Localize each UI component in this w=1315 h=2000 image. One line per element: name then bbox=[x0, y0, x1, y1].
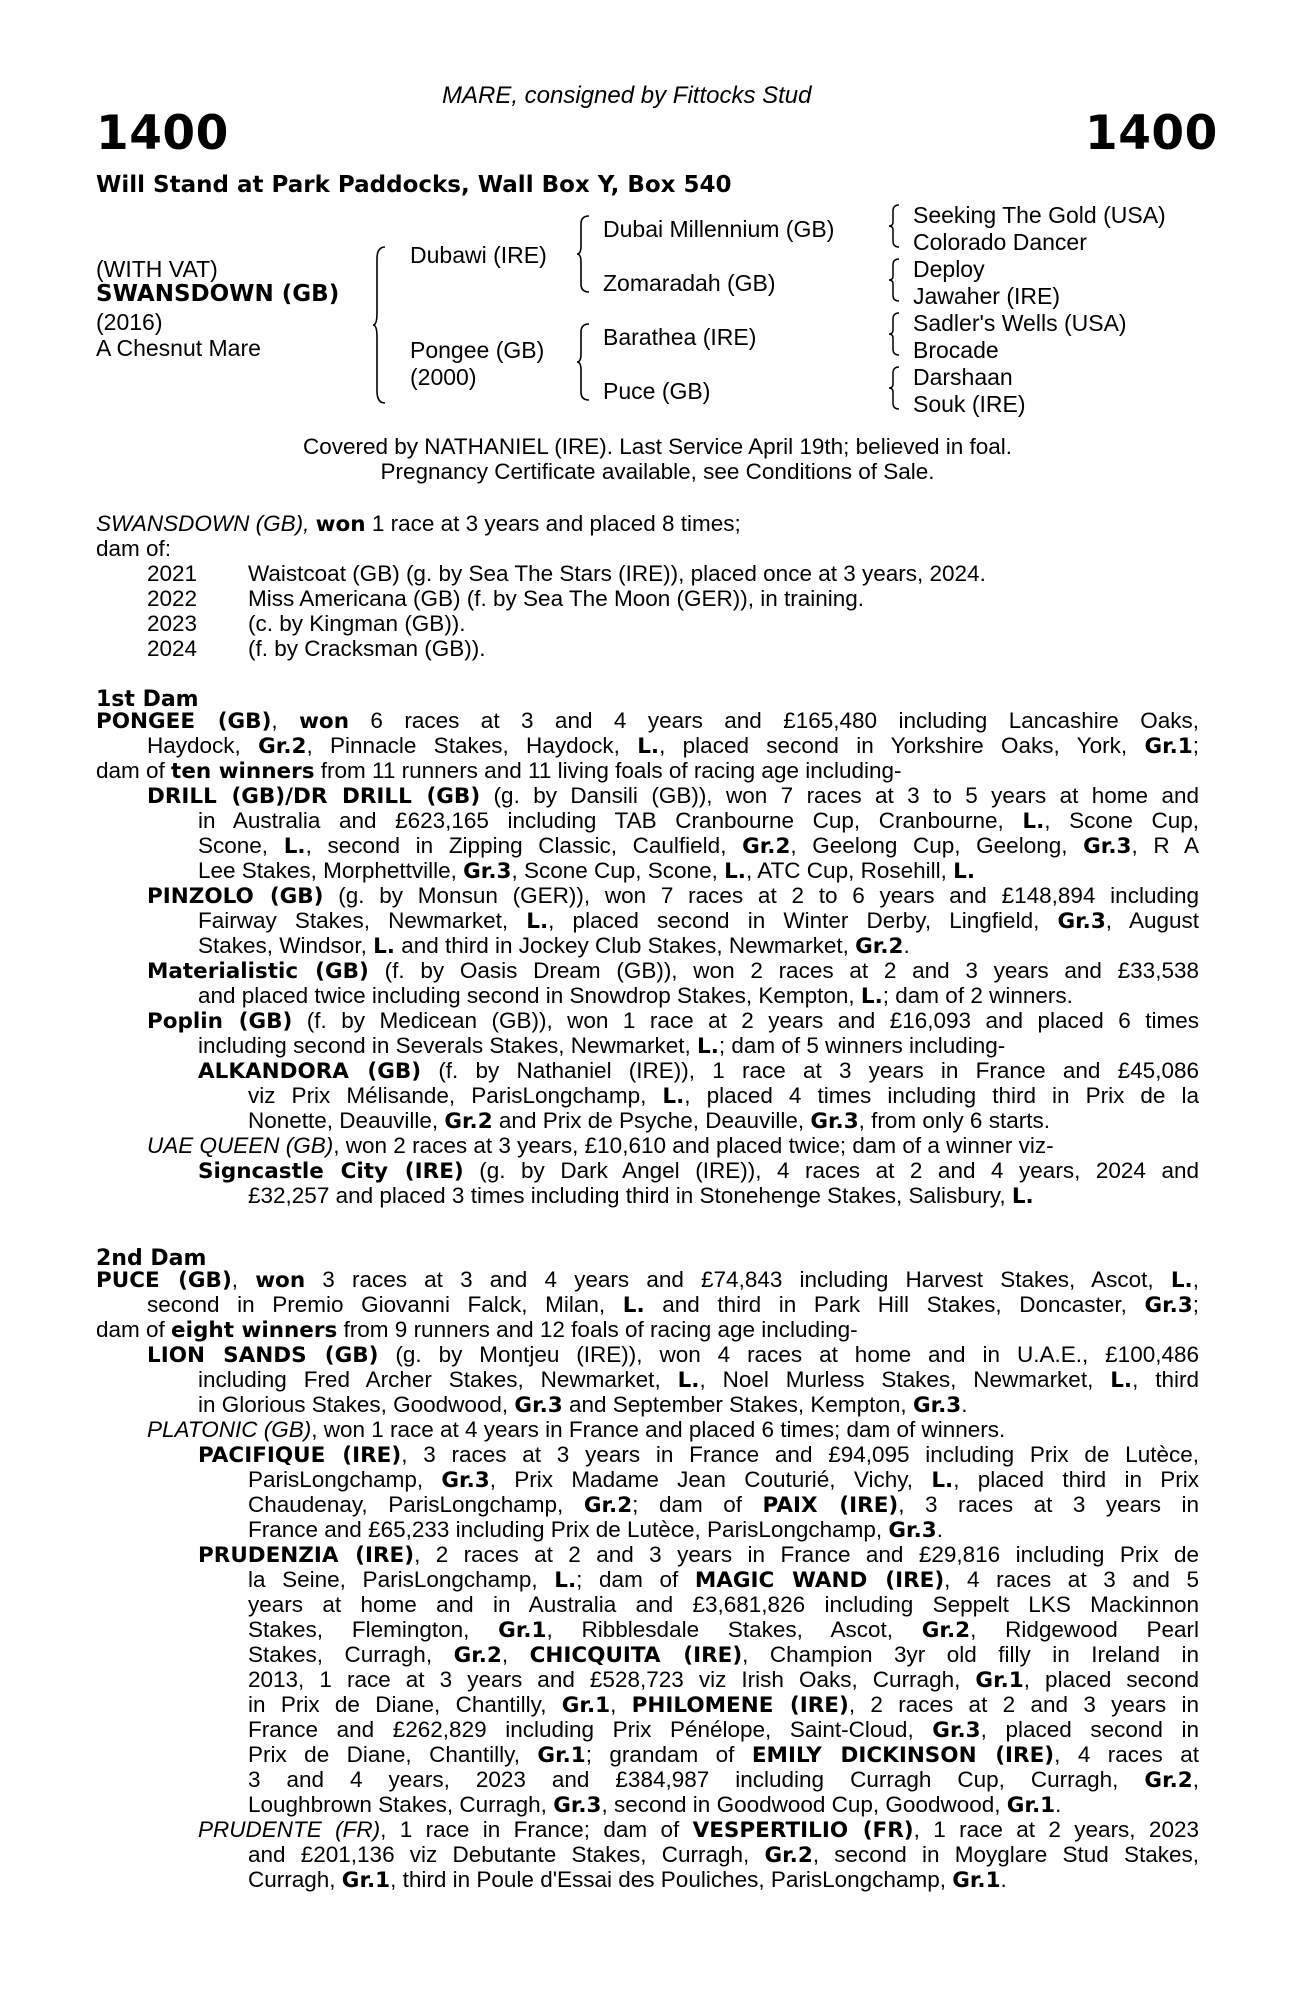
bold-text-run: PHILOMENE (IRE) bbox=[631, 1693, 849, 1718]
pedigree-sss: Seeking The Gold (USA) bbox=[913, 202, 1166, 228]
text-run: Scone, bbox=[198, 833, 284, 858]
bold-text-run: Gr.2 bbox=[742, 834, 791, 859]
first-dam-heading: 1st Dam bbox=[96, 687, 199, 712]
text-run: ParisLongchamp, bbox=[248, 1467, 442, 1492]
text-run: 6 races at 3 and 4 years and £165,480 including Lancashire Oaks, bbox=[349, 708, 1199, 733]
text-run: dam of bbox=[96, 1317, 172, 1342]
pedigree-dsd: Brocade bbox=[913, 337, 999, 363]
text-run: , 4 races at bbox=[1054, 1742, 1199, 1767]
pedigree-ssd: Colorado Dancer bbox=[913, 229, 1087, 255]
text-run: , Scone Cup, Scone, bbox=[511, 858, 725, 883]
text-run: , bbox=[610, 1692, 632, 1717]
text-run: 3 and 4 years, 2023 and £384,987 including Curragh Cup, Curragh, bbox=[248, 1767, 1145, 1792]
vat-label: (WITH VAT) bbox=[96, 256, 218, 282]
text-run: , Ridgewood Pearl bbox=[970, 1617, 1200, 1642]
bold-text-run: Gr.3 bbox=[514, 1393, 563, 1418]
horse-year: (2016) bbox=[96, 309, 163, 335]
bold-text-run: PACIFIQUE (IRE) bbox=[198, 1443, 402, 1468]
bold-text-run: Gr.3 bbox=[932, 1718, 981, 1743]
text-run: , from only 6 starts. bbox=[858, 1108, 1050, 1133]
text-run: . bbox=[1000, 1867, 1007, 1892]
text-run: , third in Poule d'Essai des Pouliches, ParisLongchamp, bbox=[390, 1867, 953, 1892]
bold-text-run: L. bbox=[1110, 1368, 1133, 1393]
text-run: , Noel Murless Stakes, Newmarket, bbox=[699, 1367, 1111, 1392]
text-run: including Fred Archer Stakes, Newmarket, bbox=[198, 1367, 678, 1392]
bold-text-run: Gr.3 bbox=[1083, 834, 1132, 859]
pedigree-note-line bbox=[147, 1292, 1199, 1319]
bold-text-run: EMILY DICKINSON (IRE) bbox=[751, 1743, 1055, 1768]
bold-text-run: L. bbox=[724, 859, 746, 884]
pedigree-brace-dd bbox=[888, 365, 900, 411]
pedigree-note-line bbox=[248, 1567, 1199, 1594]
pedigree-note-line bbox=[248, 1717, 1199, 1744]
bold-text-run: Gr.2 bbox=[764, 1843, 813, 1868]
pedigree-note-line bbox=[96, 758, 902, 785]
text-run: , Prix Madame Jean Couturié, Vichy, bbox=[489, 1467, 932, 1492]
bold-text-run: won bbox=[255, 1268, 306, 1293]
mare-name-italic: SWANSDOWN (GB), bbox=[96, 511, 310, 536]
text-run: , R A bbox=[1131, 833, 1199, 858]
text-run: years at home and in Australia and £3,681,826 including Seppelt LKS Mackinnon bbox=[248, 1592, 1199, 1617]
pedigree-note-line bbox=[96, 708, 1199, 735]
text-run: ; bbox=[1192, 733, 1200, 758]
bold-text-run: PRUDENZIA (IRE) bbox=[198, 1543, 415, 1568]
text-run: , won 1 race at 4 years in France and placed 6 times; dam of winners. bbox=[311, 1417, 1006, 1442]
bold-text-run: L. bbox=[526, 909, 549, 934]
text-run: , 1 race in France; dam of bbox=[380, 1817, 693, 1842]
text-run: la Seine, ParisLongchamp, bbox=[248, 1567, 555, 1592]
text-run: from 11 runners and 11 living foals of racing age including- bbox=[314, 758, 902, 783]
pedigree-note-line bbox=[198, 1817, 1199, 1844]
text-run: , bbox=[231, 1267, 256, 1292]
pedigree-note-line bbox=[248, 1083, 1199, 1110]
bold-text-run: CHICQUITA (IRE) bbox=[529, 1643, 743, 1668]
pedigree-note-line bbox=[248, 1617, 1199, 1644]
text-run: (f. by Medicean (GB)), won 1 race at 2 years and £16,093 and placed 6 times bbox=[292, 1008, 1199, 1033]
bold-text-run: L. bbox=[931, 1468, 954, 1493]
text-run: , placed second bbox=[1023, 1667, 1199, 1692]
pedigree-note-line bbox=[96, 1267, 1199, 1294]
text-run: , second in Moyglare Stud Stakes, bbox=[812, 1842, 1199, 1867]
text-run: , won 2 races at 3 years, £10,610 and placed twice; dam of a winner viz- bbox=[333, 1133, 1054, 1158]
text-run: , placed 4 times including third in Prix de la bbox=[684, 1083, 1199, 1108]
pedigree-note-line bbox=[198, 1392, 968, 1419]
pedigree-ddd: Souk (IRE) bbox=[913, 391, 1026, 417]
text-run: (g. by Montjeu (IRE)), won 4 races at home and in U.A.E., £100,486 bbox=[378, 1342, 1200, 1367]
pedigree-dam-sire: Barathea (IRE) bbox=[603, 324, 757, 350]
produce-year: 2024 bbox=[147, 636, 198, 661]
pedigree-note-line bbox=[198, 833, 1199, 860]
bold-text-run: PUCE (GB) bbox=[96, 1268, 232, 1293]
intro-rest: 1 race at 3 years and placed 8 times; bbox=[371, 511, 741, 536]
bold-text-run: Gr.1 bbox=[498, 1618, 547, 1643]
bold-text-run: Gr.1 bbox=[952, 1868, 1001, 1893]
text-run: Fairway Stakes, Newmarket, bbox=[198, 908, 527, 933]
pedigree-note-line bbox=[248, 1517, 943, 1544]
second-dam-heading: 2nd Dam bbox=[96, 1246, 207, 1271]
produce-year: 2023 bbox=[147, 611, 198, 636]
bold-text-run: Gr.2 bbox=[453, 1643, 502, 1668]
pedigree-brace-main bbox=[372, 245, 386, 405]
text-run: , bbox=[1192, 1767, 1199, 1792]
bold-text-run: Gr.3 bbox=[1057, 909, 1106, 934]
lot-number-left: 1400 bbox=[96, 106, 229, 161]
text-run: Stakes, Windsor, bbox=[198, 933, 374, 958]
bold-text-run: ALKANDORA (GB) bbox=[198, 1059, 422, 1084]
pedigree-dds: Darshaan bbox=[913, 364, 1013, 390]
produce-year: 2021 bbox=[147, 561, 198, 586]
text-run: in Australia and £623,165 including TAB Cranbourne Cup, Cranbourne, bbox=[198, 808, 1023, 833]
text-run: and placed twice including second in Snowdrop Stakes, Kempton, bbox=[198, 983, 861, 1008]
pedigree-note-line bbox=[248, 1792, 1061, 1819]
text-run: (f. by Oasis Dream (GB)), won 2 races at 2 and 3 years and £33,538 bbox=[368, 958, 1199, 983]
text-run: Haydock, bbox=[147, 733, 259, 758]
text-run: and Prix de Psyche, Deauville, bbox=[492, 1108, 811, 1133]
text-run: and September Stakes, Kempton, bbox=[562, 1392, 913, 1417]
pedigree-note-line bbox=[96, 1317, 858, 1344]
produce-text: Miss Americana (GB) (f. by Sea The Moon (GER)), in training. bbox=[248, 586, 865, 611]
bold-text-run: Gr.1 bbox=[975, 1668, 1024, 1693]
bold-text-run: Gr.2 bbox=[444, 1109, 493, 1134]
pedigree-brace-ds bbox=[888, 311, 900, 357]
pedigree-dam-year: (2000) bbox=[410, 364, 477, 390]
bold-text-run: Gr.3 bbox=[553, 1793, 602, 1818]
produce-intro bbox=[96, 511, 741, 538]
pedigree-note-line bbox=[248, 1108, 1050, 1135]
text-run: France and £262,829 including Prix Pénélope, Saint-Cloud, bbox=[248, 1717, 933, 1742]
produce-text: Waistcoat (GB) (g. by Sea The Stars (IRE)), placed once at 3 years, 2024. bbox=[248, 561, 986, 586]
pedigree-note-line bbox=[147, 1342, 1199, 1369]
bold-text-run: L. bbox=[373, 934, 395, 959]
pedigree-note-line bbox=[198, 1442, 1199, 1469]
bold-text-run: L. bbox=[1022, 809, 1045, 834]
lot-number-right: 1400 bbox=[1085, 106, 1218, 161]
produce-text: (f. by Cracksman (GB)). bbox=[248, 636, 486, 661]
text-run: , ATC Cup, Rosehill, bbox=[745, 858, 954, 883]
text-run: Curragh, bbox=[248, 1867, 342, 1892]
pedigree-note-line bbox=[147, 783, 1199, 810]
text-run: , bbox=[1192, 1267, 1199, 1292]
text-run: viz Prix Mélisande, ParisLongchamp, bbox=[248, 1083, 663, 1108]
pedigree-sds: Deploy bbox=[913, 256, 985, 282]
pedigree-brace-dam bbox=[576, 322, 590, 402]
bold-text-run: Gr.1 bbox=[1006, 1793, 1056, 1818]
pedigree-note-line bbox=[147, 1417, 1005, 1443]
consignor: MARE, consigned by Fittocks Stud bbox=[442, 82, 812, 109]
bold-text-run: L. bbox=[697, 1034, 719, 1059]
text-run: , 3 races at 3 years in France and £94,095 including Prix de Lutèce, bbox=[401, 1442, 1199, 1467]
text-run: Chaudenay, ParisLongchamp, bbox=[248, 1492, 584, 1517]
stand-location: Will Stand at Park Paddocks, Wall Box Y, Box 540 bbox=[96, 172, 732, 198]
pedigree-note-line bbox=[198, 1033, 1005, 1060]
text-run: , placed third in Prix bbox=[953, 1467, 1200, 1492]
text-run: 2013, 1 race at 3 years and £528,723 viz Irish Oaks, Curragh, bbox=[248, 1667, 976, 1692]
bold-text-run: L. bbox=[637, 734, 660, 759]
pedigree-brace-sd bbox=[888, 257, 900, 303]
text-run: France and £65,233 including Prix de Lutèce, ParisLongchamp, bbox=[248, 1517, 889, 1542]
bold-text-run: L. bbox=[953, 859, 976, 884]
dam-of-label: dam of: bbox=[96, 536, 172, 561]
pedigree-note-line bbox=[198, 908, 1199, 935]
bold-text-run: L. bbox=[554, 1568, 577, 1593]
text-run: , bbox=[501, 1642, 530, 1667]
pedigree-brace-sire bbox=[576, 214, 590, 294]
text-run: . bbox=[903, 933, 910, 958]
text-run: (g. by Dansili (GB)), won 7 races at 3 to 5 years at home and bbox=[480, 783, 1199, 808]
pedigree-note-line bbox=[248, 1467, 1199, 1494]
bold-text-run: PAIX (IRE) bbox=[762, 1493, 899, 1518]
pedigree-dam: Pongee (GB) bbox=[410, 337, 545, 363]
pedigree-note-line bbox=[248, 1867, 1007, 1894]
bold-text-run: VESPERTILIO (FR) bbox=[692, 1818, 914, 1843]
text-run: , Champion 3yr old filly in Ireland in bbox=[742, 1642, 1199, 1667]
pedigree-note-line bbox=[198, 933, 910, 960]
pedigree-note-line bbox=[248, 1742, 1199, 1769]
text-run: , 2 races at 2 and 3 years in France and £29,816 including Prix de bbox=[414, 1542, 1200, 1567]
text-run: ; dam of bbox=[632, 1492, 763, 1517]
text-run: . bbox=[961, 1392, 968, 1417]
pedigree-note-line bbox=[248, 1667, 1199, 1694]
text-run: , Geelong Cup, Geelong, bbox=[790, 833, 1084, 858]
bold-text-run: Gr.1 bbox=[561, 1693, 611, 1718]
text-run: (g. by Monsun (GER)), won 7 races at 2 to 6 years and £148,894 including bbox=[323, 883, 1199, 908]
pedigree-note-line bbox=[147, 958, 1199, 985]
text-run: , Ribblesdale Stakes, Ascot, bbox=[546, 1617, 922, 1642]
bold-text-run: Gr.2 bbox=[921, 1618, 971, 1643]
text-run: in Prix de Diane, Chantilly, bbox=[248, 1692, 562, 1717]
text-run: including second in Severals Stakes, Newmarket, bbox=[198, 1033, 697, 1058]
pedigree-sire: Dubawi (IRE) bbox=[410, 242, 547, 268]
bold-text-run: Gr.3 bbox=[912, 1393, 962, 1418]
bold-text-run: L. bbox=[860, 984, 883, 1009]
pedigree-note-line bbox=[198, 858, 975, 885]
text-run: in Glorious Stakes, Goodwood, bbox=[198, 1392, 515, 1417]
bold-text-run: Gr.1 bbox=[537, 1743, 586, 1768]
pedigree-note-line bbox=[198, 1367, 1199, 1394]
text-run: , placed second in bbox=[980, 1717, 1200, 1742]
text-run: (f. by Nathaniel (IRE)), 1 race at 3 years in France and £45,086 bbox=[421, 1058, 1199, 1083]
pedigree-note-line bbox=[248, 1183, 1034, 1210]
text-run: (g. by Dark Angel (IRE)), 4 races at 2 and 4 years, 2024 and bbox=[463, 1158, 1199, 1183]
text-run: second in Premio Giovanni Falck, Milan, bbox=[147, 1292, 623, 1317]
bold-text-run: DRILL (GB)/DR DRILL (GB) bbox=[147, 784, 481, 809]
bold-text-run: Gr.2 bbox=[583, 1493, 633, 1518]
horse-description: A Chesnut Mare bbox=[96, 335, 261, 361]
text-run: £32,257 and placed 3 times including third in Stonehenge Stakes, Salisbury, bbox=[248, 1183, 1012, 1208]
text-run: , 1 race at 2 years, 2023 bbox=[913, 1817, 1199, 1842]
text-run: ; dam of 5 winners including- bbox=[718, 1033, 1006, 1058]
bold-text-run: Poplin (GB) bbox=[147, 1009, 293, 1034]
produce-text: (c. by Kingman (GB)). bbox=[248, 611, 466, 636]
bold-text-run: ten winners bbox=[171, 759, 315, 784]
pedigree-note-line bbox=[248, 1692, 1199, 1719]
text-run: , second in Zipping Classic, Caulfield, bbox=[305, 833, 743, 858]
text-run: Lee Stakes, Morphettville, bbox=[198, 858, 464, 883]
bold-text-run: Materialistic (GB) bbox=[147, 959, 369, 984]
bold-text-run: Gr.1 bbox=[341, 1868, 391, 1893]
bold-text-run: L. bbox=[677, 1368, 700, 1393]
pedigree-sire-dam: Zomaradah (GB) bbox=[603, 270, 776, 296]
bold-text-run: L. bbox=[622, 1293, 645, 1318]
text-run: , bbox=[271, 708, 300, 733]
text-run: 3 races at 3 and 4 years and £74,843 including Harvest Stakes, Ascot, bbox=[305, 1267, 1171, 1292]
text-run: , 4 races at 3 and 5 bbox=[944, 1567, 1200, 1592]
text-run: , third bbox=[1132, 1367, 1199, 1392]
produce-year: 2022 bbox=[147, 586, 198, 611]
text-run: ; grandam of bbox=[585, 1742, 752, 1767]
text-run: Stakes, Curragh, bbox=[248, 1642, 454, 1667]
pedigree-note-line bbox=[147, 733, 1199, 760]
bold-text-run: L. bbox=[1011, 1184, 1034, 1209]
text-run: , Pinnacle Stakes, Haydock, bbox=[306, 733, 638, 758]
bold-text-run: MAGIC WAND (IRE) bbox=[694, 1568, 945, 1593]
bold-text-run: Gr.3 bbox=[441, 1468, 490, 1493]
won-label: won bbox=[315, 512, 366, 537]
italic-text-run: UAE QUEEN (GB) bbox=[147, 1133, 334, 1158]
pedigree-note-line bbox=[147, 883, 1199, 910]
bold-text-run: Gr.3 bbox=[810, 1109, 859, 1134]
text-run: , second in Goodwood Cup, Goodwood, bbox=[601, 1792, 1007, 1817]
pedigree-dam-dam: Puce (GB) bbox=[603, 378, 711, 404]
bold-text-run: Gr.3 bbox=[463, 859, 512, 884]
pedigree-sdd: Jawaher (IRE) bbox=[913, 283, 1060, 309]
bold-text-run: eight winners bbox=[171, 1318, 338, 1343]
pedigree-note-line bbox=[147, 1133, 1054, 1159]
text-run: , placed second in Winter Derby, Lingfield, bbox=[548, 908, 1058, 933]
text-run: Prix de Diane, Chantilly, bbox=[248, 1742, 538, 1767]
text-run: and third in Park Hill Stakes, Doncaster, bbox=[644, 1292, 1145, 1317]
bold-text-run: won bbox=[299, 709, 350, 734]
horse-name: SWANSDOWN (GB) bbox=[96, 281, 340, 307]
bold-text-run: Gr.2 bbox=[855, 934, 904, 959]
text-run: . bbox=[1055, 1792, 1062, 1817]
covered-line-1: Covered by NATHANIEL (IRE). Last Service April 19th; believed in foal. bbox=[302, 434, 1013, 459]
bold-text-run: Gr.2 bbox=[1144, 1768, 1193, 1793]
text-run: , Scone Cup, bbox=[1044, 808, 1200, 833]
text-run: , 3 races at 3 years in bbox=[898, 1492, 1199, 1517]
bold-text-run: L. bbox=[283, 834, 306, 859]
pedigree-note-line bbox=[198, 1542, 1199, 1569]
text-run: , August bbox=[1105, 908, 1200, 933]
pedigree-note-line bbox=[248, 1492, 1199, 1519]
bold-text-run: L. bbox=[1170, 1268, 1193, 1293]
text-run: and £201,136 viz Debutante Stakes, Curragh, bbox=[248, 1842, 765, 1867]
pedigree-note-line bbox=[248, 1842, 1199, 1869]
bold-text-run: Gr.2 bbox=[258, 734, 307, 759]
pedigree-note-line bbox=[198, 983, 1073, 1010]
text-run: ; dam of 2 winners. bbox=[882, 983, 1073, 1008]
pedigree-note-line bbox=[248, 1642, 1199, 1669]
text-run: dam of bbox=[96, 758, 172, 783]
covered-line-2: Pregnancy Certificate available, see Conditions of Sale. bbox=[380, 459, 935, 484]
italic-text-run: PRUDENTE (FR) bbox=[198, 1817, 381, 1842]
pedigree-note-line bbox=[248, 1592, 1199, 1618]
bold-text-run: Gr.3 bbox=[1144, 1293, 1193, 1318]
text-run: , 2 races at 2 and 3 years in bbox=[848, 1692, 1199, 1717]
pedigree-note-line bbox=[198, 808, 1199, 835]
italic-text-run: PLATONIC (GB) bbox=[147, 1417, 312, 1442]
pedigree-note-line bbox=[248, 1767, 1199, 1794]
bold-text-run: LION SANDS (GB) bbox=[147, 1343, 379, 1368]
text-run: from 9 runners and 12 foals of racing age including- bbox=[337, 1317, 858, 1342]
text-run: ; dam of bbox=[576, 1567, 695, 1592]
bold-text-run: L. bbox=[662, 1084, 685, 1109]
pedigree-brace-ss bbox=[888, 203, 900, 249]
text-run: and third in Jockey Club Stakes, Newmarket, bbox=[394, 933, 856, 958]
text-run: Nonette, Deauville, bbox=[248, 1108, 445, 1133]
bold-text-run: Signcastle City (IRE) bbox=[198, 1159, 464, 1184]
bold-text-run: Gr.3 bbox=[888, 1518, 937, 1543]
pedigree-sire-sire: Dubai Millennium (GB) bbox=[603, 216, 835, 242]
bold-text-run: PINZOLO (GB) bbox=[147, 884, 324, 909]
text-run: ; bbox=[1192, 1292, 1200, 1317]
pedigree-dss: Sadler's Wells (USA) bbox=[913, 310, 1127, 336]
pedigree-note-line bbox=[198, 1058, 1199, 1085]
bold-text-run: PONGEE (GB) bbox=[96, 709, 272, 734]
text-run: . bbox=[936, 1517, 943, 1542]
text-run: , placed second in Yorkshire Oaks, York, bbox=[659, 733, 1145, 758]
bold-text-run: Gr.1 bbox=[1144, 734, 1193, 759]
pedigree-note-line bbox=[198, 1158, 1199, 1185]
text-run: Loughbrown Stakes, Curragh, bbox=[248, 1792, 554, 1817]
text-run: Stakes, Flemington, bbox=[248, 1617, 499, 1642]
pedigree-note-line bbox=[147, 1008, 1199, 1035]
